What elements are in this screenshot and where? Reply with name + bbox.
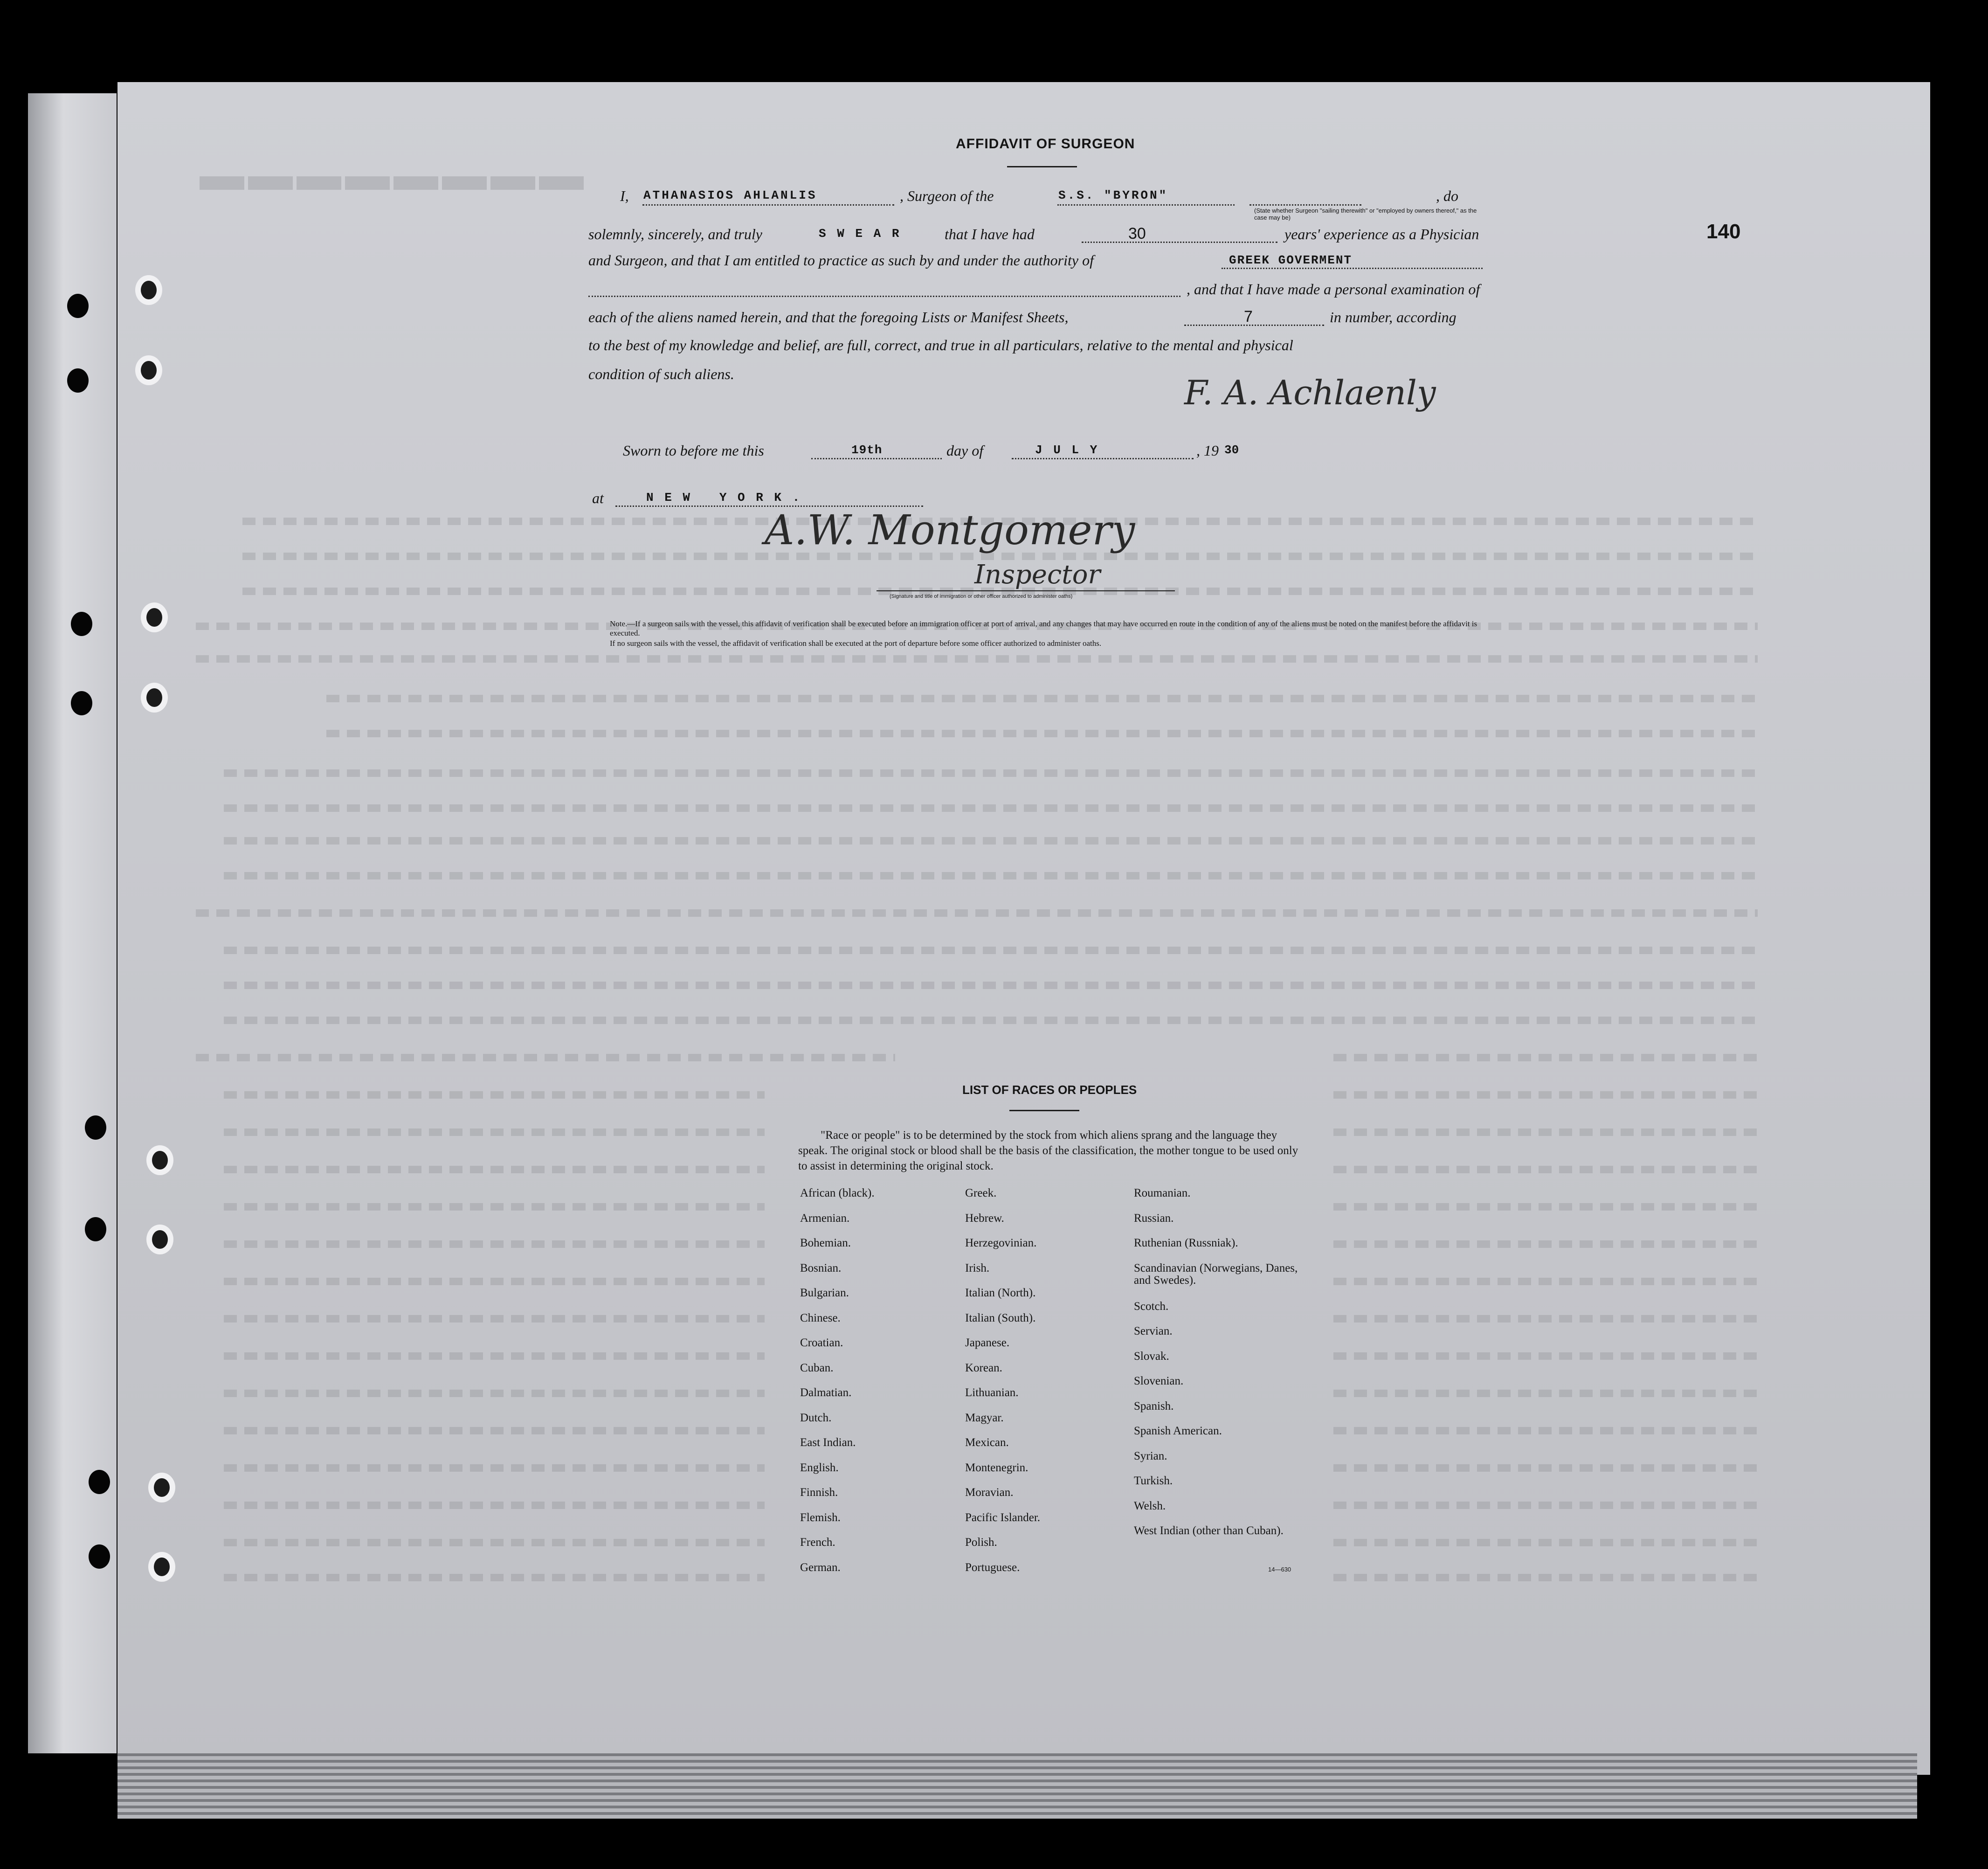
race-item: Spanish. (1134, 1399, 1174, 1412)
race-item: Finnish. (800, 1486, 838, 1499)
authority-value: GREEK GOVERMENT (1229, 253, 1353, 267)
race-item: Cuban. (800, 1361, 834, 1374)
affidavit-title: AFFIDAVIT OF SURGEON (956, 136, 1135, 152)
bleed-through-row (1333, 1240, 1758, 1248)
races-intro: "Race or people" is to be determined by the stock from which aliens sprang and the language they speak. The original stock or blood shall be the basis of the classification, the mother tongue to be used only to assist in determining the original stock. (798, 1129, 1298, 1172)
race-item: Spanish American. (1134, 1425, 1222, 1437)
surgeon-signature: F. A. Achlaenly (1184, 373, 1436, 412)
bleed-through-row (1333, 1054, 1758, 1061)
race-item: West Indian (other than Cuban). (1134, 1524, 1284, 1537)
binder-hole (85, 1115, 106, 1140)
sworn-year: 30 (1224, 443, 1239, 457)
reinforcement-ring (141, 602, 168, 632)
bleed-through-row (1333, 1502, 1758, 1509)
page-stack-edge (117, 1753, 1917, 1819)
condition-text: condition of such aliens. (588, 366, 734, 382)
binder-hole (89, 1470, 110, 1494)
bleed-through-row (224, 1166, 765, 1173)
authority-text: and Surgeon, and that I am entitled to practice as such by and under the authority of (588, 252, 1094, 269)
races-title-underline (1009, 1110, 1079, 1111)
race-item: Croatian. (800, 1336, 843, 1349)
surgeon-name: ATHANASIOS AHLANLIS (643, 188, 817, 202)
year-prefix: , 19 (1196, 442, 1219, 459)
years-count: 30 (1128, 225, 1146, 242)
race-item: Bosnian. (800, 1261, 842, 1274)
reinforcement-ring (135, 275, 162, 305)
race-item: German. (800, 1561, 841, 1574)
binder-hole (71, 612, 92, 636)
race-item: Bohemian. (800, 1237, 851, 1249)
form-number: 14—630 (1268, 1566, 1291, 1573)
binder-hole (71, 691, 92, 715)
fill-line (1222, 268, 1483, 269)
bleed-through-row (326, 730, 1758, 737)
bleed-through-row (224, 1464, 765, 1472)
race-item: Greek. (965, 1187, 997, 1199)
race-item: Welsh. (1134, 1499, 1166, 1512)
bleed-through-row (224, 1091, 765, 1099)
bleed-through-row (224, 769, 1758, 777)
race-item: Italian (North). (965, 1287, 1036, 1299)
bleed-through-row (224, 1502, 765, 1509)
race-item: Mexican. (965, 1436, 1009, 1449)
bleed-through-row (224, 1240, 765, 1248)
race-item: African (black). (800, 1187, 875, 1199)
race-item: Syrian. (1134, 1449, 1167, 1462)
bleed-through-row (224, 1390, 765, 1397)
binding-strip (28, 93, 117, 1753)
sheets-count: 7 (1244, 308, 1253, 325)
bleed-through-row (224, 1203, 765, 1211)
bleed-through-row (224, 1017, 1758, 1024)
bleed-through-row (1333, 1166, 1758, 1173)
race-item: Slovenian. (1134, 1375, 1184, 1387)
race-item: Magyar. (965, 1411, 1004, 1424)
years-text: years' experience as a Physician (1284, 226, 1479, 242)
bleed-through-row (1333, 1278, 1758, 1285)
surgeon-of-text: , Surgeon of the (900, 187, 994, 204)
race-item: Korean. (965, 1361, 1002, 1374)
fill-line (811, 458, 942, 459)
races-title: LIST OF RACES OR PEOPLES (962, 1083, 1137, 1097)
race-item: Portuguese. (965, 1561, 1020, 1574)
bleed-through-row (224, 1278, 765, 1285)
race-item: Russian. (1134, 1211, 1174, 1225)
sworn-text: Sworn to before me this (623, 442, 764, 459)
bleed-through-row (224, 982, 1758, 989)
signature-line (877, 590, 1175, 591)
binder-hole (67, 368, 89, 393)
race-item: Pacific Islander. (965, 1511, 1041, 1524)
reinforcement-ring (148, 1552, 175, 1582)
race-item: Slovak. (1134, 1350, 1169, 1363)
bleed-through-row (196, 655, 1758, 663)
sworn-place: N E W Y O R K . (646, 491, 802, 505)
bleed-through-row (1333, 1203, 1758, 1211)
race-item: English. (800, 1461, 839, 1474)
surgeon-status-note: (State whether Surgeon "sailing therewith" or "employed by owners thereof," as the case may be) (1254, 207, 1477, 221)
race-item: Flemish. (800, 1511, 841, 1524)
bleed-through-row (1333, 1091, 1758, 1099)
fill-line (1249, 204, 1361, 206)
reinforcement-ring (148, 1473, 175, 1502)
race-item: Dalmatian. (800, 1386, 852, 1399)
pronoun: I, (620, 187, 629, 204)
bleed-through-row (224, 872, 1758, 879)
bleed-through-heading: ▬▬▬▬▬▬▬▬ (196, 150, 584, 200)
bleed-through-row (196, 1054, 895, 1061)
bleed-through-row (224, 1539, 765, 1546)
race-item: Hebrew. (965, 1211, 1004, 1225)
race-item: Moravian. (965, 1486, 1014, 1499)
fill-line (642, 204, 894, 206)
no-surgeon-note: If no surgeon sails with the vessel, the affidavit of verification shall be executed at the port of departure before some officer authorized to administer oaths. (610, 639, 1102, 648)
in-number-text: in number, according (1330, 309, 1456, 325)
race-item: Bulgarian. (800, 1287, 849, 1299)
bleed-through-row (224, 1352, 765, 1360)
bleed-through-row (224, 837, 1758, 845)
race-item: Turkish. (1134, 1474, 1173, 1487)
race-item: French. (800, 1536, 835, 1549)
bleed-through-row (224, 947, 1758, 954)
fill-line (1057, 204, 1235, 206)
sworn-month: J U L Y (1035, 443, 1099, 457)
fill-line (588, 296, 1180, 297)
race-item: Irish. (965, 1261, 990, 1274)
bleed-through-row (224, 1574, 765, 1581)
race-item: Italian (South). (965, 1311, 1036, 1324)
bleed-through-row (1333, 1390, 1758, 1397)
binder-hole (89, 1544, 110, 1569)
race-item: Japanese. (965, 1336, 1010, 1349)
bleed-through-row (1333, 1574, 1758, 1581)
do-text: , do (1436, 187, 1458, 204)
sheet-number: 140 (1706, 220, 1741, 243)
officer-caption: (Signature and title of immigration or other officer authorized to administer oaths) (890, 594, 1073, 599)
races-column-2 (965, 1187, 1040, 1586)
fill-line (1184, 325, 1324, 326)
officer-title: Inspector (974, 560, 1101, 590)
swear-text: S W E A R (819, 227, 901, 241)
race-item: East Indian. (800, 1436, 856, 1449)
bleed-through-row (1333, 1427, 1758, 1434)
bleed-through-row (326, 695, 1758, 702)
bleed-through-row (224, 1427, 765, 1434)
reinforcement-ring (135, 355, 162, 385)
binder-hole (67, 294, 89, 318)
bleed-through-row (196, 909, 1758, 917)
reinforcement-ring (146, 1145, 173, 1175)
fill-line (1082, 242, 1277, 243)
bleed-through-row (1333, 1539, 1758, 1546)
surgeon-note: Note.—If a surgeon sails with the vessel, this affidavit of verification shall be executed before an immigration officer at port of arrival, and any changes that may have occurred en route in the condition of any of the aliens must be noted on the manifest before the affidavit is executed. (610, 619, 1477, 637)
fill-line (1012, 458, 1194, 459)
ship-name: S.S. "BYRON" (1058, 188, 1168, 202)
binder-hole (85, 1217, 106, 1241)
race-item: Servian. (1134, 1325, 1173, 1337)
race-item: Ruthenian (Russniak). (1134, 1237, 1238, 1249)
examination-text: , and that I have made a personal examination of (1187, 281, 1480, 298)
race-item: Chinese. (800, 1311, 841, 1324)
bleed-through-row (224, 1128, 765, 1136)
day-of-text: day of (946, 442, 984, 459)
at-text: at (592, 490, 604, 506)
bleed-through-row (224, 804, 1758, 812)
sworn-day: 19th (851, 443, 883, 457)
solemnly-text: solemnly, sincerely, and truly (588, 226, 762, 242)
manifest-sheets-text: each of the aliens named herein, and that the foregoing Lists or Manifest Sheets, (588, 309, 1069, 325)
race-item: Scandinavian (Norwegians, Danes, and Swedes). (1134, 1261, 1298, 1287)
reinforcement-ring (141, 683, 168, 713)
bleed-through-row (1333, 1315, 1758, 1322)
race-item: Armenian. (800, 1211, 850, 1225)
race-item: Dutch. (800, 1411, 832, 1424)
reinforcement-ring (146, 1225, 173, 1254)
race-item: Lithuanian. (965, 1386, 1019, 1399)
bleed-through-row (1333, 1128, 1758, 1136)
that-had-text: that I have had (945, 226, 1035, 242)
bleed-through-row (224, 1315, 765, 1322)
race-item: Polish. (965, 1536, 997, 1549)
knowledge-text: to the best of my knowledge and belief, are full, correct, and true in all particulars, relative to the mental and physical (588, 337, 1293, 353)
race-item: Montenegrin. (965, 1461, 1029, 1474)
bleed-through-row (1333, 1464, 1758, 1472)
race-item: Herzegovinian. (965, 1237, 1037, 1249)
officer-signature: A.W. Montgomery (765, 506, 1135, 554)
title-underline (1007, 166, 1077, 167)
race-item: Scotch. (1134, 1300, 1169, 1313)
races-column-1 (800, 1187, 875, 1586)
race-item: Roumanian. (1134, 1187, 1191, 1199)
races-column-3 (1134, 1187, 1302, 1550)
bleed-through-row (1333, 1352, 1758, 1360)
